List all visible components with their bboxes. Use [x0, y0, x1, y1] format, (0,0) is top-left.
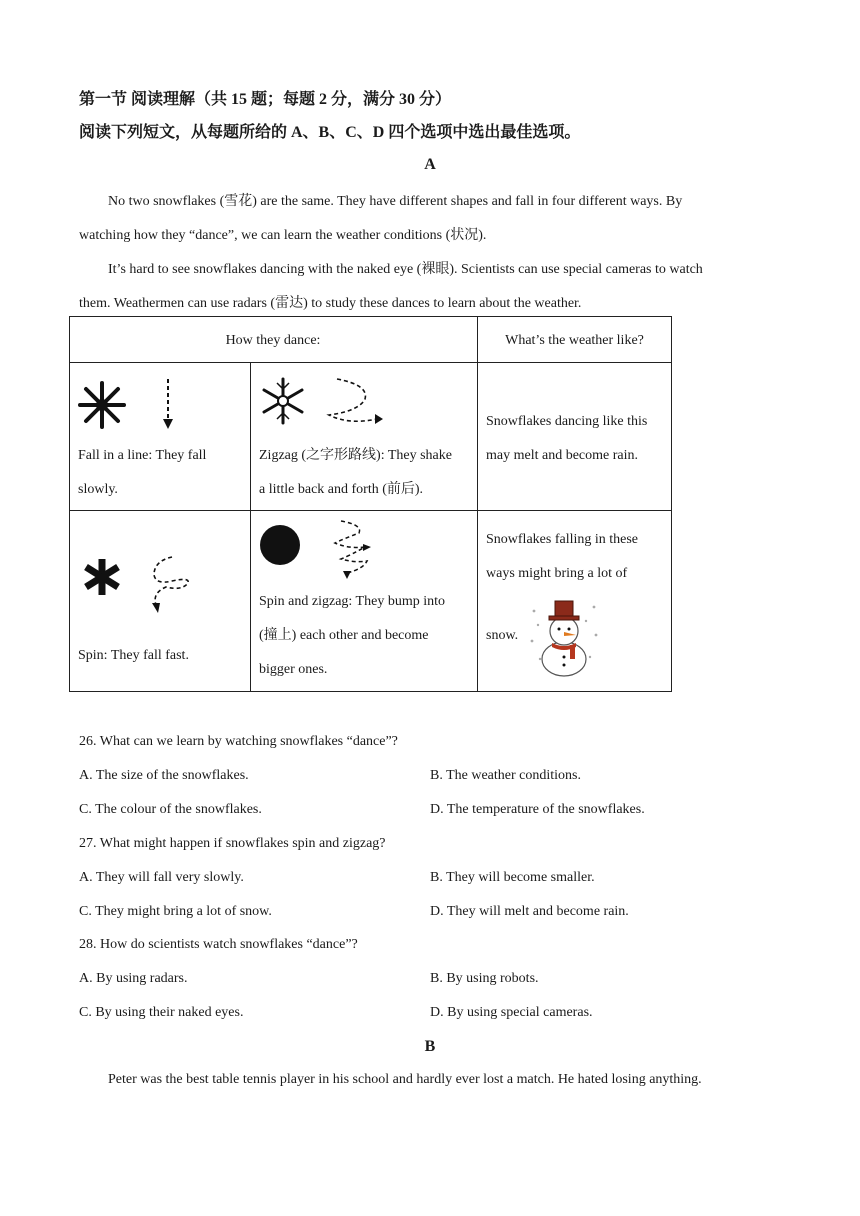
question-26-option-b[interactable]: B. The weather conditions.: [430, 768, 581, 783]
snowflake-spin-icon: [78, 551, 248, 621]
snowman-icon: [528, 597, 600, 679]
passage-a-paragraph-1-line-1: No two snowflakes (雪花) are the same. They have different shapes and fall in four different ways. By: [108, 194, 683, 209]
question-27-stem: 27. What might happen if snowflakes spin and zigzag?: [79, 836, 386, 851]
snowflake-fall-line-icon: [78, 377, 248, 437]
snowflake-spin-zigzag-icon: [259, 519, 469, 589]
question-28-option-d[interactable]: D. By using special cameras.: [430, 1005, 593, 1020]
cell-spin: [70, 511, 251, 692]
weather-snow-line-1: Snowflakes falling in these: [486, 532, 639, 547]
zigzag-line-2: a little back and forth (前后).: [259, 482, 424, 497]
table-header-how: [70, 317, 478, 363]
cell-weather-snow: [478, 511, 672, 692]
table-header-weather-label: What’s the weather like?: [505, 333, 644, 348]
question-27-option-d[interactable]: D. They will melt and become rain.: [430, 904, 629, 919]
section-header: 第一节 阅读理解（共 15 题；每题 2 分，满分 30 分）: [79, 91, 452, 108]
table-header-how-label: How they dance:: [225, 333, 321, 348]
snowflake-dance-table: [69, 316, 672, 692]
question-28-option-b[interactable]: B. By using robots.: [430, 971, 539, 986]
question-27-option-a[interactable]: A. They will fall very slowly.: [79, 870, 244, 885]
spin-zigzag-line-3: bigger ones.: [259, 662, 328, 677]
cell-weather-rain: [478, 363, 672, 511]
question-26-option-a[interactable]: A. The size of the snowflakes.: [79, 768, 249, 783]
passage-a-paragraph-2-line-1: It’s hard to see snowflakes dancing with the naked eye (裸眼). Scientists can use special cameras to watch: [108, 262, 703, 277]
question-28-option-c[interactable]: C. By using their naked eyes.: [79, 1005, 244, 1020]
zigzag-line-1: Zigzag (之字形路线): They shake: [259, 448, 452, 463]
fall-in-line-text: [78, 439, 248, 507]
fall-in-line-line-2: slowly.: [78, 482, 118, 497]
spin-text: Spin: They fall fast.: [78, 648, 189, 663]
question-28-option-a[interactable]: A. By using radars.: [79, 971, 188, 986]
question-27-option-c[interactable]: C. They might bring a lot of snow.: [79, 904, 272, 919]
question-26-option-c[interactable]: C. The colour of the snowflakes.: [79, 802, 262, 817]
weather-rain-line-2: may melt and become rain.: [486, 448, 638, 463]
weather-snow-line-2: ways might bring a lot of: [486, 566, 628, 581]
instruction: 阅读下列短文，从每题所给的 A、B、C、D 四个选项中选出最佳选项。: [79, 124, 581, 141]
snowflake-zigzag-icon: [259, 375, 469, 435]
weather-rain-line-1: Snowflakes dancing like this: [486, 414, 648, 429]
cell-zigzag: [251, 363, 478, 511]
spin-zigzag-line-1: Spin and zigzag: They bump into: [259, 594, 445, 609]
passage-b-paragraph-1-line-1: Peter was the best table tennis player in his school and hardly ever lost a match. He hated losing anything.: [108, 1072, 702, 1087]
cell-spin-zigzag: [251, 511, 478, 692]
weather-rain-text: [486, 405, 671, 473]
fall-in-line-line-1: Fall in a line: They fall: [78, 448, 207, 463]
question-26-stem: 26. What can we learn by watching snowflakes “dance”?: [79, 734, 398, 749]
weather-snow-line-3: snow.: [486, 628, 519, 643]
zigzag-text: [259, 439, 474, 507]
spin-zigzag-line-2: (撞上) each other and become: [259, 628, 429, 643]
table-header-weather: [478, 317, 672, 363]
passage-b-letter: B: [424, 1038, 436, 1055]
question-27-option-b[interactable]: B. They will become smaller.: [430, 870, 595, 885]
passage-a-paragraph-1-line-2: watching how they “dance”, we can learn the weather conditions (状况).: [79, 228, 487, 243]
spin-zigzag-text: [259, 585, 474, 687]
passage-a-letter: A: [424, 156, 436, 173]
question-28-stem: 28. How do scientists watch snowflakes “dance”?: [79, 937, 358, 952]
cell-fall-in-line: [70, 363, 251, 511]
passage-a-paragraph-2-line-2: them. Weathermen can use radars (雷达) to study these dances to learn about the weather.: [79, 296, 582, 311]
question-26-option-d[interactable]: D. The temperature of the snowflakes.: [430, 802, 645, 817]
